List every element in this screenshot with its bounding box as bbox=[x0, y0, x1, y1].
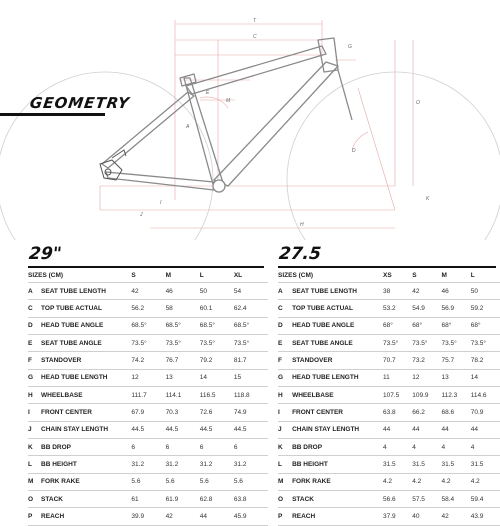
row-name: STACK bbox=[41, 495, 63, 503]
row-name: SEAT TUBE LENGTH bbox=[292, 287, 357, 295]
table-row bbox=[278, 352, 500, 369]
row-value: 44 bbox=[470, 426, 478, 434]
row-value: 42 bbox=[441, 513, 449, 521]
table-29-header bbox=[28, 268, 268, 283]
row-value: 4 bbox=[441, 443, 446, 451]
table-row bbox=[28, 335, 268, 352]
label-a: A bbox=[186, 124, 190, 130]
row-value: 44 bbox=[199, 513, 207, 521]
table-275-col-header: SIZES (CM) bbox=[278, 271, 314, 279]
row-value: 4.2 bbox=[470, 478, 480, 486]
row-name: SEAT TUBE ANGLE bbox=[41, 339, 102, 347]
row-value: 53.2 bbox=[383, 305, 396, 313]
row-value: 4 bbox=[412, 443, 416, 451]
row-value: 67.9 bbox=[131, 409, 145, 417]
row-value: 58 bbox=[165, 305, 173, 313]
row-code: F bbox=[278, 357, 282, 365]
geometry-table-29 bbox=[28, 244, 268, 526]
row-value: 68.5° bbox=[165, 322, 181, 330]
row-value: 73.5° bbox=[383, 339, 399, 347]
row-name: HEAD TUBE ANGLE bbox=[292, 322, 355, 330]
row-value: 42 bbox=[412, 287, 420, 295]
row-value: 42 bbox=[165, 513, 173, 521]
row-value: 73.5° bbox=[199, 339, 215, 347]
front-wheel bbox=[287, 72, 500, 240]
table-29-col-header: M bbox=[165, 271, 171, 279]
table-275-col-header: M bbox=[441, 271, 447, 279]
table-row bbox=[278, 508, 500, 525]
row-code: A bbox=[28, 287, 33, 295]
label-o: O bbox=[416, 100, 420, 106]
row-name: TOP TUBE ACTUAL bbox=[292, 305, 353, 313]
row-value: 50 bbox=[470, 287, 478, 295]
row-value: 68.5° bbox=[131, 322, 147, 330]
row-value: 63.8 bbox=[233, 495, 247, 503]
row-code: L bbox=[278, 461, 282, 469]
row-value: 111.7 bbox=[131, 391, 147, 399]
row-value: 107.5 bbox=[383, 391, 400, 399]
row-code: P bbox=[278, 513, 283, 521]
row-value: 46 bbox=[441, 287, 449, 295]
row-value: 11 bbox=[383, 374, 390, 382]
row-value: 14 bbox=[199, 374, 207, 382]
table-row bbox=[278, 317, 500, 334]
row-value: 44.5 bbox=[165, 426, 179, 434]
label-h: H bbox=[300, 222, 304, 228]
table-row bbox=[28, 439, 268, 456]
row-value: 59.4 bbox=[470, 495, 484, 503]
row-value: 5.6 bbox=[233, 478, 243, 486]
label-c: C bbox=[253, 34, 257, 40]
label-d: D bbox=[352, 148, 356, 154]
row-name: HEAD TUBE LENGTH bbox=[292, 374, 359, 382]
row-name: TOP TUBE ACTUAL bbox=[41, 305, 102, 313]
row-value: 73.5° bbox=[470, 339, 486, 347]
label-j: J bbox=[140, 212, 143, 218]
table-row bbox=[28, 369, 268, 386]
row-name: STANDOVER bbox=[41, 357, 82, 365]
row-value: 12 bbox=[412, 374, 420, 382]
row-code: O bbox=[278, 495, 284, 503]
row-code: M bbox=[28, 478, 34, 486]
table-29-col-header: S bbox=[131, 271, 136, 279]
row-value: 73.5° bbox=[131, 339, 147, 347]
geometry-diagram bbox=[0, 0, 500, 240]
table-275-col-header: L bbox=[470, 271, 475, 279]
table-29 bbox=[28, 268, 268, 526]
table-row bbox=[278, 300, 500, 317]
row-value: 5.6 bbox=[131, 478, 141, 486]
row-code: D bbox=[278, 322, 283, 330]
row-value: 68° bbox=[412, 322, 423, 330]
row-value: 114.6 bbox=[470, 391, 487, 399]
table-row bbox=[278, 456, 500, 473]
table-row bbox=[28, 283, 268, 300]
label-t: T bbox=[253, 18, 257, 24]
row-value: 74.9 bbox=[233, 409, 247, 417]
page-title: GEOMETRY bbox=[28, 94, 132, 112]
row-value: 38 bbox=[383, 287, 391, 295]
title-underline bbox=[0, 113, 105, 116]
row-value: 6 bbox=[165, 443, 170, 451]
table-row bbox=[28, 491, 268, 508]
row-value: 14 bbox=[470, 374, 478, 382]
row-value: 56.2 bbox=[131, 305, 145, 313]
row-value: 68.5° bbox=[233, 322, 250, 330]
row-code: H bbox=[28, 391, 33, 399]
bottom-bracket bbox=[213, 180, 225, 192]
row-code: M bbox=[278, 478, 284, 486]
row-value: 44.5 bbox=[131, 426, 145, 434]
row-value: 68.5° bbox=[199, 322, 215, 330]
table-row bbox=[28, 421, 268, 438]
row-name: BB DROP bbox=[41, 443, 72, 451]
row-code: O bbox=[28, 495, 34, 503]
row-value: 118.8 bbox=[233, 391, 250, 399]
table-row bbox=[278, 369, 500, 386]
table-row bbox=[278, 335, 500, 352]
row-value: 31.5 bbox=[412, 461, 425, 469]
row-value: 68.6 bbox=[441, 409, 455, 417]
row-value: 58.4 bbox=[441, 495, 455, 503]
row-value: 73.2 bbox=[412, 357, 425, 365]
row-value: 50 bbox=[199, 287, 207, 295]
row-value: 44.5 bbox=[233, 426, 247, 434]
frame bbox=[102, 38, 352, 190]
table-row bbox=[278, 404, 500, 421]
table-row bbox=[28, 456, 268, 473]
row-value: 62.8 bbox=[199, 495, 213, 503]
row-value: 66.2 bbox=[412, 409, 425, 417]
row-value: 60.1 bbox=[199, 305, 213, 313]
row-value: 62.4 bbox=[233, 305, 247, 313]
row-value: 54.9 bbox=[412, 305, 425, 313]
table-row bbox=[28, 317, 268, 334]
row-name: CHAIN STAY LENGTH bbox=[41, 426, 109, 434]
row-name: HEAD TUBE ANGLE bbox=[41, 322, 104, 330]
row-name: FRONT CENTER bbox=[41, 409, 92, 417]
row-name: FRONT CENTER bbox=[292, 409, 343, 417]
row-value: 56.6 bbox=[383, 495, 396, 503]
row-value: 73.5° bbox=[412, 339, 428, 347]
row-value: 59.2 bbox=[470, 305, 484, 313]
row-value: 4 bbox=[383, 443, 387, 451]
row-code: F bbox=[28, 357, 32, 365]
table-row bbox=[28, 473, 268, 490]
row-value: 12 bbox=[131, 374, 139, 382]
row-code: I bbox=[28, 409, 30, 417]
row-value: 31.2 bbox=[131, 461, 145, 469]
row-code: G bbox=[278, 374, 284, 382]
row-code: H bbox=[278, 391, 283, 399]
row-code: E bbox=[28, 339, 33, 347]
table-row bbox=[28, 508, 268, 525]
row-value: 116.5 bbox=[199, 391, 216, 399]
row-name: HEAD TUBE LENGTH bbox=[41, 374, 108, 382]
label-e: E bbox=[206, 90, 210, 96]
row-value: 4.2 bbox=[441, 478, 451, 486]
table-row bbox=[28, 300, 268, 317]
row-value: 61 bbox=[131, 495, 139, 503]
label-i: I bbox=[160, 200, 162, 206]
row-value: 78.2 bbox=[470, 357, 484, 365]
table-275-header bbox=[278, 268, 500, 283]
row-value: 4 bbox=[470, 443, 475, 451]
row-value: 74.2 bbox=[131, 357, 145, 365]
row-value: 70.9 bbox=[470, 409, 484, 417]
row-value: 112.3 bbox=[441, 391, 458, 399]
row-value: 39.9 bbox=[131, 513, 145, 521]
row-name: STACK bbox=[292, 495, 314, 503]
table-row bbox=[278, 421, 500, 438]
row-name: REACH bbox=[41, 513, 65, 521]
row-value: 4.2 bbox=[383, 478, 393, 486]
row-name: FORK RAKE bbox=[292, 478, 331, 486]
row-value: 15 bbox=[233, 374, 242, 382]
row-value: 46 bbox=[165, 287, 173, 295]
row-value: 43.9 bbox=[470, 513, 484, 521]
row-value: 6 bbox=[131, 443, 136, 451]
row-value: 73.5° bbox=[441, 339, 457, 347]
row-value: 109.9 bbox=[412, 391, 429, 399]
table-275-col-header: XS bbox=[383, 271, 392, 279]
row-name: SEAT TUBE ANGLE bbox=[292, 339, 353, 347]
table-row bbox=[28, 387, 268, 404]
row-code: D bbox=[28, 322, 33, 330]
row-name: BB DROP bbox=[292, 443, 323, 451]
row-value: 68° bbox=[441, 322, 452, 330]
table-row bbox=[28, 352, 268, 369]
row-value: 114.1 bbox=[165, 391, 182, 399]
row-value: 44 bbox=[383, 426, 391, 434]
row-value: 79.2 bbox=[199, 357, 213, 365]
row-value: 70.7 bbox=[383, 357, 396, 365]
row-code: C bbox=[28, 305, 33, 313]
row-name: WHEELBASE bbox=[41, 391, 83, 399]
row-value: 68° bbox=[470, 322, 481, 330]
row-value: 57.5 bbox=[412, 495, 425, 503]
row-name: BB HEIGHT bbox=[41, 461, 77, 469]
row-value: 31.5 bbox=[441, 461, 455, 469]
table-29-col-header: L bbox=[199, 271, 204, 279]
row-value: 6 bbox=[233, 443, 238, 451]
row-name: FORK RAKE bbox=[41, 478, 80, 486]
row-name: WHEELBASE bbox=[292, 391, 334, 399]
row-value: 75.7 bbox=[441, 357, 455, 365]
row-value: 31.5 bbox=[383, 461, 396, 469]
row-name: STANDOVER bbox=[292, 357, 333, 365]
row-code: G bbox=[28, 374, 34, 382]
row-value: 76.7 bbox=[165, 357, 179, 365]
row-code: L bbox=[28, 461, 32, 469]
row-name: CHAIN STAY LENGTH bbox=[292, 426, 360, 434]
table-row bbox=[278, 387, 500, 404]
row-value: 6 bbox=[199, 443, 204, 451]
row-value: 45.9 bbox=[233, 513, 247, 521]
row-name: SEAT TUBE LENGTH bbox=[41, 287, 106, 295]
row-value: 70.3 bbox=[165, 409, 179, 417]
table-275-title: 27.5 bbox=[278, 244, 323, 264]
table-275 bbox=[278, 268, 500, 526]
table-row bbox=[278, 491, 500, 508]
row-value: 37.9 bbox=[383, 513, 396, 521]
row-code: A bbox=[278, 287, 283, 295]
row-value: 5.6 bbox=[199, 478, 209, 486]
row-value: 31.2 bbox=[199, 461, 213, 469]
row-value: 44 bbox=[441, 426, 449, 434]
row-value: 31.2 bbox=[233, 461, 247, 469]
bike-frame-drawing bbox=[0, 0, 500, 240]
row-value: 73.5° bbox=[233, 339, 250, 347]
row-code: I bbox=[278, 409, 280, 417]
table-29-body bbox=[28, 283, 268, 526]
table-row bbox=[278, 283, 500, 300]
row-value: 42 bbox=[131, 287, 139, 295]
row-value: 61.9 bbox=[165, 495, 179, 503]
table-29-col-header: XL bbox=[233, 271, 243, 279]
row-value: 44 bbox=[412, 426, 420, 434]
table-275-body bbox=[278, 283, 500, 526]
row-value: 63.8 bbox=[383, 409, 396, 417]
row-code: E bbox=[278, 339, 283, 347]
row-code: K bbox=[278, 443, 283, 451]
label-k: K bbox=[426, 196, 430, 202]
label-g: G bbox=[348, 44, 352, 50]
row-name: BB HEIGHT bbox=[292, 461, 328, 469]
geometry-table-275 bbox=[278, 244, 500, 526]
row-value: 44.5 bbox=[199, 426, 213, 434]
row-name: REACH bbox=[292, 513, 316, 521]
row-value: 54 bbox=[233, 287, 242, 295]
row-value: 40 bbox=[412, 513, 420, 521]
row-value: 81.7 bbox=[233, 357, 247, 365]
table-row bbox=[28, 404, 268, 421]
row-code: J bbox=[28, 426, 32, 434]
label-m: M bbox=[226, 98, 231, 104]
row-code: K bbox=[28, 443, 33, 451]
row-value: 4.2 bbox=[412, 478, 422, 486]
table-29-title: 29" bbox=[28, 244, 63, 264]
dimension-lines bbox=[100, 20, 413, 228]
table-29-col-header: SIZES (CM) bbox=[28, 271, 64, 279]
row-value: 72.6 bbox=[199, 409, 213, 417]
seat-angle-arc bbox=[200, 97, 231, 108]
table-row bbox=[278, 473, 500, 490]
row-value: 13 bbox=[441, 374, 449, 382]
row-value: 73.5° bbox=[165, 339, 181, 347]
row-code: J bbox=[278, 426, 282, 434]
row-value: 56.9 bbox=[441, 305, 455, 313]
row-code: P bbox=[28, 513, 33, 521]
row-code: C bbox=[278, 305, 283, 313]
row-value: 13 bbox=[165, 374, 173, 382]
row-value: 68° bbox=[383, 322, 393, 330]
row-value: 31.2 bbox=[165, 461, 179, 469]
table-row bbox=[278, 439, 500, 456]
table-275-col-header: S bbox=[412, 271, 417, 279]
row-value: 5.6 bbox=[165, 478, 175, 486]
row-value: 31.5 bbox=[470, 461, 484, 469]
